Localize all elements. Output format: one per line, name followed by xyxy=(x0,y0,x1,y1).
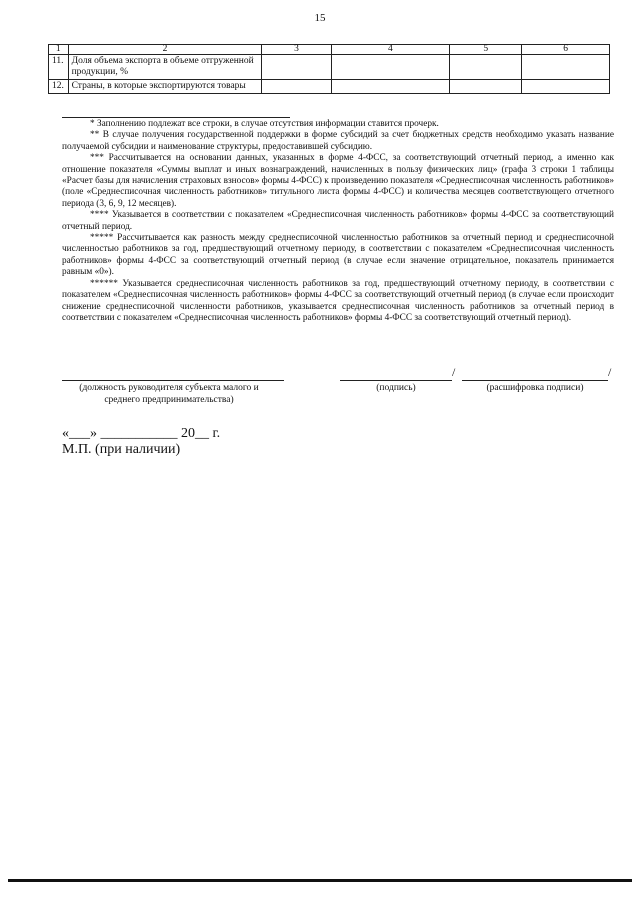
footnotes xyxy=(62,119,614,324)
footnote: *** Рассчитывается на основании данных, указанных в форме 4-ФСС, за соответствующий отчетный период, а именно как отношение показателя «Суммы выплат и иных вознаграждений, начисленных в пользу физических лиц» (графа 3 строки 1 таблицы «Расчет базы для начисления страховых взносов» формы 4-ФСС) к произведению показателя «Среднесписочная численность работников» (поле «Среднесписочная численность работников» титульного листа формы 4-ФСС) и количества месяцев соответствующего отчетного периода (3, 6, 9, 12 месяцев). xyxy=(62,153,614,209)
table-cell xyxy=(331,80,450,94)
page-number: 15 xyxy=(314,12,326,24)
table-header-cell: 1 xyxy=(49,45,69,55)
footnote: ** В случае получения государственной поддержки в форме субсидий за счет бюджетных средств необходимо указать название получаемой субсидии и наименование структуры, предоставившей субсидию. xyxy=(62,130,614,152)
row-label: Доля объема экспорта в объеме отгруженной продукции, % xyxy=(68,55,262,80)
table-header-row xyxy=(49,45,610,55)
table-header-cell: 4 xyxy=(331,45,450,55)
footnote: ***** Рассчитывается как разность между среднесписочной численностью работников за отчетный период и среднесписочной численностью работников за год, предшествующий отчетному периоду, в соответствии с показателем «Среднесписочная численность работников» формы 4-ФСС за соответствующий отчетный период (в случае если значение отрицательное, показатель принимается равным «0»). xyxy=(62,233,614,278)
table-header-cell: 6 xyxy=(522,45,610,55)
slash-separator: / xyxy=(608,365,612,379)
footnote: * Заполнению подлежат все строки, в случае отсутствия информации ставится прочерк. xyxy=(90,119,439,129)
date-line: «___» ___________ 20__ г. xyxy=(62,426,221,441)
table-header-cell: 2 xyxy=(68,45,262,55)
decode-line xyxy=(462,380,608,381)
signature-label: (подпись) xyxy=(376,383,416,393)
footnote: **** Указывается в соответствии с показателем «Среднесписочная численность работников» формы 4-ФСС за соответствующий отчетный период. xyxy=(62,210,614,232)
footnote-separator xyxy=(62,117,290,118)
table-cell xyxy=(331,55,450,80)
signature-line xyxy=(340,380,452,381)
table-cell xyxy=(262,55,331,80)
row-label: Страны, в которые экспортируются товары xyxy=(68,80,262,94)
position-label: (должность руководителя субъекта малого и среднего предпринимательства) xyxy=(79,383,259,405)
table-cell xyxy=(522,80,610,94)
table-header-cell: 3 xyxy=(262,45,331,55)
table-cell xyxy=(262,80,331,94)
stamp-label: М.П. (при наличии) xyxy=(62,442,181,457)
row-number: 12. xyxy=(49,80,69,94)
table-cell xyxy=(450,55,522,80)
footnote: ****** Указывается среднесписочная численность работников за год, предшествующий отчетному периоду, в соответствии с показателем «Среднесписочная численность работников» формы 4-ФСС за соответствующий отчетный период (в случае если происходит снижение среднесписочной численности работников, указывается среднесписочная численность работников за отчетный период в соответствии с показателем «Среднесписочная численность работников» формы 4-ФСС за соответствующий отчетный период). xyxy=(62,278,614,323)
table-cell xyxy=(450,80,522,94)
position-line xyxy=(62,380,284,381)
table-row xyxy=(49,80,610,94)
table-cell xyxy=(522,55,610,80)
slash-separator: / xyxy=(452,365,456,379)
table-header-cell: 5 xyxy=(450,45,522,55)
bottom-border xyxy=(8,879,632,882)
row-number: 11. xyxy=(49,55,69,80)
table-row xyxy=(49,55,610,80)
decode-label: (расшифровка подписи) xyxy=(486,383,584,393)
indicators-table xyxy=(48,44,610,94)
